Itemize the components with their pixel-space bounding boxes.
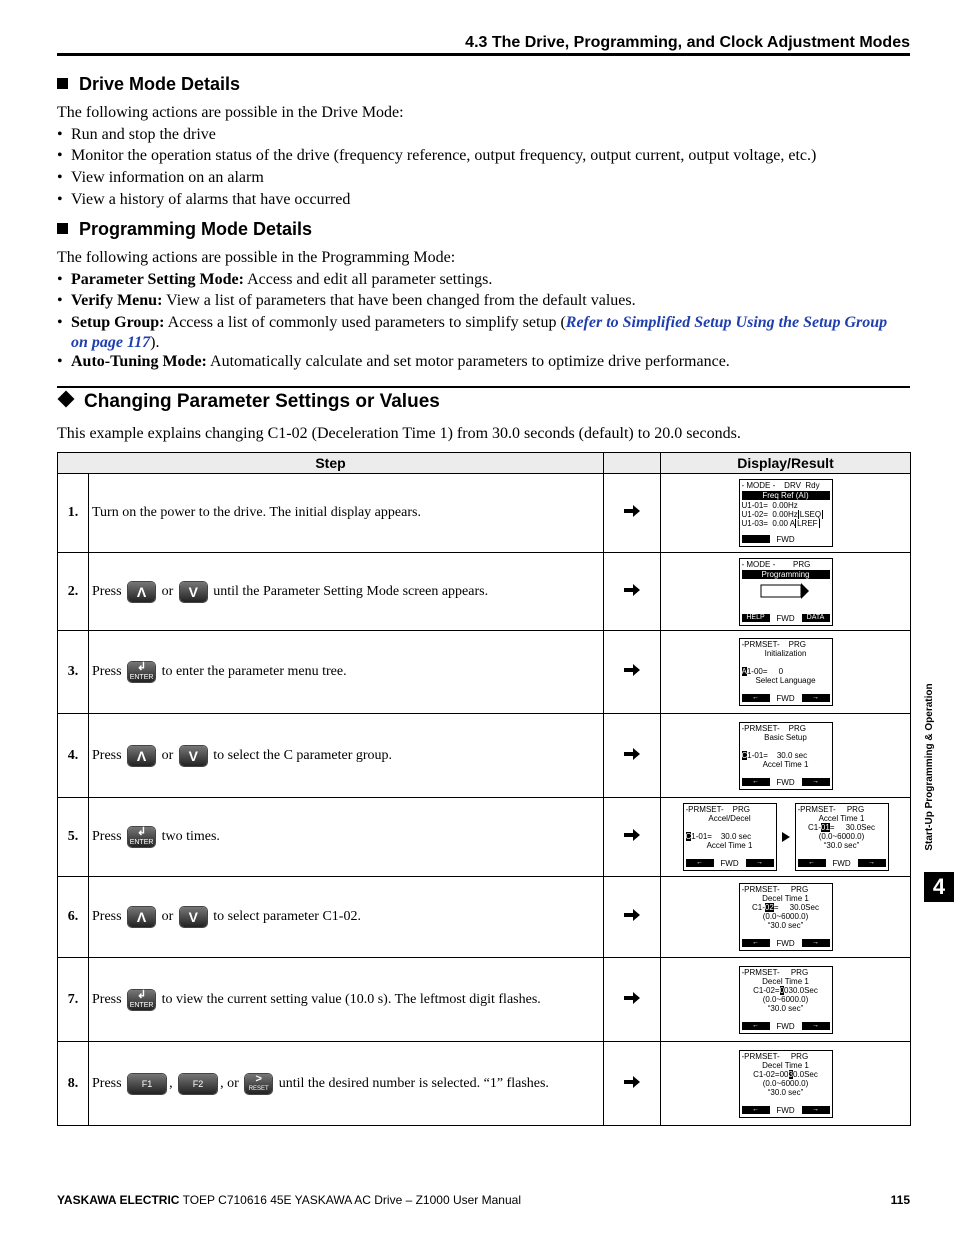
lcd-screen: -PRMSET- PRG Accel Time 1 C1-01= 30.0Sec (0.0~6000.0) “30.0 sec” ← FWD →: [795, 803, 889, 871]
square-bullet-icon: [57, 223, 68, 234]
right-arrow-icon: [781, 832, 791, 842]
list-item: • Parameter Setting Mode: Access and edit all parameter settings.: [57, 271, 493, 288]
col-step: Step: [58, 453, 604, 474]
down-arrow-key-icon: [180, 907, 207, 927]
table-row: 7. Press ↲ ENTER to view the current setting value (10.0 s). The leftmost digit flashes. -PRMSET- PRG Decel Time 1 C1-02=0030.0Sec (0.0~6000.0) “30.0 sec” ← FWD →: [58, 958, 911, 1042]
table-row: 8. Press F1 , F2 , or > RESET until the desired number is selected. “1” flashes. -PRMSET- PRG Decel Time 1 C1-02=0030.0Sec (0.0~6000.0) “30.0 sec” ← FWD →: [58, 1042, 911, 1126]
lcd-screen: - MODE - DRV Rdy Freq Ref (AI) U1-01= 0.00Hz U1-02= 0.00Hz LSEQ U1-03= 0.00 A LREF FWD: [739, 479, 833, 547]
chapter-tab-label: Start-Up Programming & Operation: [924, 683, 935, 851]
right-arrow-icon: [623, 829, 641, 841]
table-row: 4. Press Λ or V to select the C parameter group. -PRMSET- PRG Basic Setup C1-01= 30.0 sec Accel Time 1 ← FWD →: [58, 714, 911, 798]
lcd-screen: -PRMSET- PRG Decel Time 1 C1-02= 30.0Sec (0.0~6000.0) “30.0 sec” ← FWD →: [739, 883, 833, 951]
steps-table: [57, 452, 911, 1126]
page-number: 115: [890, 1193, 910, 1207]
lcd-screen: -PRMSET- PRG Basic Setup C1-01= 30.0 sec Accel Time 1 ← FWD →: [739, 722, 833, 790]
table-header-row: [58, 453, 911, 474]
table-row: 2. Press Λ or V until the Parameter Setting Mode screen appears. - MODE - PRG Programming HELP FWD DATA: [58, 553, 911, 631]
table-row: 5. Press ↲ ENTER two times. -PRMSET- PRG Accel/Decel C1-01= 30.0 sec Accel Time 1 ← FWD → -PRMSET- PRG Accel Time 1 C1-01= 30.0Sec (0.0~6000.0) “30.0 sec” ← FWD →: [58, 798, 911, 877]
right-arrow-icon: [623, 505, 641, 517]
drive-mode-heading: Drive Mode Details: [57, 74, 240, 95]
f1-key-icon: F1: [128, 1074, 166, 1094]
list-item: • Verify Menu: View a list of parameters that have been changed from the default values.: [57, 292, 636, 309]
programming-mode-intro: The following actions are possible in the Programming Mode:: [57, 249, 456, 266]
enter-key-icon: ↲ ENTER: [129, 988, 154, 1009]
drive-mode-intro: The following actions are possible in the Drive Mode:: [57, 104, 404, 121]
list-item: • Monitor the operation status of the drive (frequency reference, output frequency, output current, output voltage, etc.): [57, 147, 817, 164]
reset-key-icon: > RESET: [245, 1074, 272, 1094]
right-arrow-icon: [623, 664, 641, 676]
down-arrow-key-icon: [180, 582, 207, 602]
list-item: • View information on an alarm: [57, 169, 264, 186]
changing-heading: Changing Parameter Settings or Values: [57, 391, 440, 413]
diamond-bullet-icon: [58, 391, 75, 408]
up-arrow-key-icon: [128, 907, 155, 927]
down-arrow-key-icon: [180, 746, 207, 766]
page-footer: [57, 1193, 910, 1207]
right-arrow-icon: [623, 748, 641, 760]
list-item: • Auto-Tuning Mode: Automatically calculate and set motor parameters to optimize drive performance.: [57, 353, 730, 370]
section-divider: [57, 386, 910, 388]
enter-key-icon: ↲ ENTER: [129, 826, 154, 846]
list-item: • Setup Group: Access a list of commonly used parameters to simplify setup (Refer to Simplified Setup Using the Setup Group on page 117).: [57, 314, 888, 351]
right-arrow-icon: [623, 584, 641, 596]
lcd-screen: -PRMSET- PRG Decel Time 1 C1-02=0030.0Sec (0.0~6000.0) “30.0 sec” ← FWD →: [739, 1050, 833, 1118]
right-arrow-icon: [623, 1076, 641, 1088]
lcd-screen: -PRMSET- PRG Accel/Decel C1-01= 30.0 sec Accel Time 1 ← FWD →: [683, 803, 777, 871]
lcd-screen: - MODE - PRG Programming HELP FWD DATA: [739, 558, 833, 626]
chapter-tab: 4: [924, 872, 954, 902]
table-row: 6. Press Λ or V to select parameter C1-02. -PRMSET- PRG Decel Time 1 C1-02= 30.0Sec (0.0~6000.0) “30.0 sec” ← FWD →: [58, 877, 911, 958]
lcd-screen: -PRMSET- PRG Initialization A1-00= 0 Select Language ← FWD →: [739, 638, 833, 706]
table-row: 1. Turn on the power to the drive. The initial display appears. - MODE - DRV Rdy Freq Ref (AI) U1-01= 0.00Hz U1-02= 0.00Hz LSEQ U1-03= 0.00 A LREF FWD: [58, 474, 911, 553]
selection-arrow-icon: [746, 580, 826, 602]
setup-group-link[interactable]: Refer to Simplified Setup Using the Setup Group on page 117: [71, 314, 888, 351]
square-bullet-icon: [57, 78, 68, 89]
right-arrow-icon: [623, 992, 641, 1004]
footer-brand: YASKAWA ELECTRIC: [57, 1193, 180, 1207]
enter-key-icon: ↲ ENTER: [129, 661, 154, 681]
list-item: • Run and stop the drive: [57, 126, 216, 143]
table-row: 3. Press ↲ ENTER to enter the parameter menu tree. -PRMSET- PRG Initialization A1-00= 0 Select Language ← FWD →: [58, 631, 911, 714]
col-display: Display/Result: [661, 453, 911, 474]
right-arrow-icon: [623, 909, 641, 921]
lcd-screen: -PRMSET- PRG Decel Time 1 C1-02=0030.0Sec (0.0~6000.0) “30.0 sec” ← FWD →: [739, 966, 833, 1034]
f2-key-icon: F2: [179, 1074, 217, 1094]
up-arrow-key-icon: [128, 746, 155, 766]
programming-mode-heading: Programming Mode Details: [57, 219, 312, 240]
header-title: 4.3 The Drive, Programming, and Clock Adjustment Modes: [465, 34, 910, 51]
footer-doc: TOEP C710616 45E YASKAWA AC Drive – Z1000 User Manual: [179, 1193, 521, 1207]
list-item: • View a history of alarms that have occurred: [57, 191, 351, 208]
up-arrow-key-icon: [128, 582, 155, 602]
page-header: [57, 33, 910, 56]
changing-intro: This example explains changing C1-02 (Deceleration Time 1) from 30.0 seconds (default) to 20.0 seconds.: [57, 425, 741, 442]
